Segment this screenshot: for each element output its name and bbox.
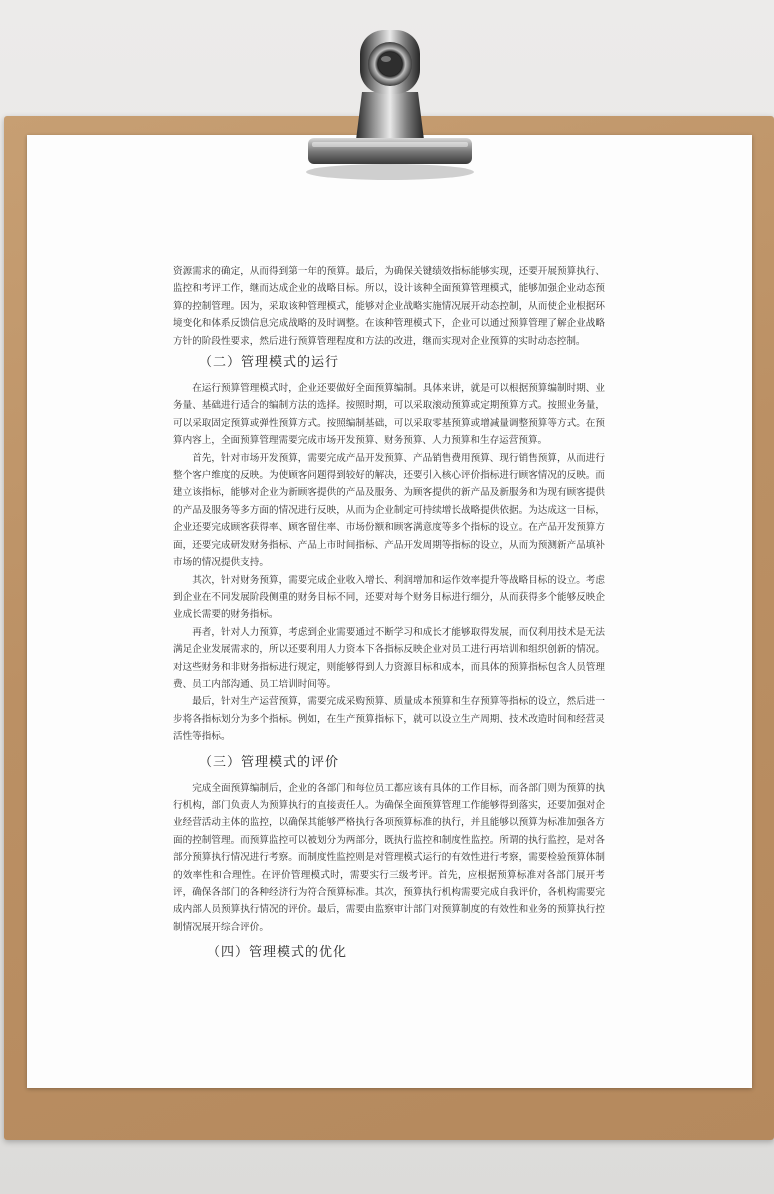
body-paragraph: 再者，针对人力预算，考虑到企业需要通过不断学习和成长才能够取得发展，而仅利用技术是无法满足企业发展需求的，所以还要利用人力资本下各指标反映企业对员工进行再培训和组织创新的情况。对这些财务和非财务指标进行规定，则能够得到人力资源目标和成本，而具体的预算指标包含人员管理费、员工内部沟通、员工培训时间等。 [173, 626, 605, 690]
section-heading-optimization: （四）管理模式的优化 [207, 945, 348, 961]
section-heading-operation: （二）管理模式的运行 [199, 355, 340, 371]
intro-paragraph: 资源需求的确定，从而得到第一年的预算。最后，为确保关键绩效指标能够实现，还要开展预算执行、监控和考评工作，继而达成企业的战略目标。所以，设计该种全面预算管理模式，能够加强企业动态预算的控制管理。因为，采取该种管理模式，能够对企业战略实施情况展开动态控制，从而使企业根据环境变化和体系反馈信息完成战略的及时调整。在该种管理模式下，企业可以通过预算管理了解企业战略方针的阶段性要求，然后进行预算管理程度和方法的改进，继而实现对企业预算的实时动态控制。 [173, 266, 605, 347]
body-paragraph: 完成全面预算编制后，企业的各部门和每位员工都应该有具体的工作目标，而各部门则为预算的执行机构，部门负责人为预算执行的直接责任人。为确保全面预算管理工作能够得到落实，还要加强对企业经营活动主体的监控，以确保其能够严格执行各项预算标准的执行，并且能够以预算为标准加强各方面的控制管理。而预算监控可以被划分为两部分，既执行监控和制度性监控。所谓的执行监控，是对各部分预算执行情况进行考察。而制度性监控则是对管理模式运行的有效性进行考察，需要检验预算体制的效率性和合理性。在评价管理模式时，需要实行三级考评。首先，应根据预算标准对各部门展开考评，确保各部门的各种经济行为符合预算标准。其次，预算执行机构需要完成自我评价，各机构需要完成内部人员预算执行情况的评价。最后，需要由监察审计部门对预算制度的有效性和业务的预算执行控制情况展开综合评价。 [173, 782, 605, 933]
body-paragraph: 首先，针对市场开发预算，需要完成产品开发预算、产品销售费用预算、现行销售预算，从而进行整个客户维度的反映。为使顾客问题得到较好的解决，还要引入核心评价指标进行顾客情况的反映。而建立该指标，能够对企业为新顾客提供的产品及服务、为顾客提供的新产品及新服务和为现有顾客提供的产品及服务等多方面的情况进行反映，从而为企业制定可持续增长战略提供依据。为达成这一目标，企业还要完成顾客获得率、顾客留住率、市场份额和顾客满意度等多个指标的设立。在产品开发预算方面，还要完成研发财务指标、产品上市时间指标、产品开发周期等指标的设立，从而为预测新产品填补市场的情况提供支持。 [173, 452, 605, 569]
document-page [27, 135, 752, 1088]
body-paragraph: 在运行预算管理模式时，企业还要做好全面预算编制。具体来讲，就是可以根据预算编制时期、业务量、基础进行适合的编制方法的选择。按照时期，可以采取滚动预算或定期预算方式。按照业务量，可以采取固定预算或弹性预算方式。按照编制基础，可以采取零基预算或增减量调整预算等方式。在预算内容上，全面预算管理需要完成市场开发预算、财务预算、人力预算和生存运营预算。 [173, 383, 605, 447]
document-body [173, 263, 605, 970]
section-heading-evaluation: （三）管理模式的评价 [199, 754, 340, 770]
binder-clip-icon [300, 22, 480, 182]
body-paragraph: 其次，针对财务预算，需要完成企业收入增长、利润增加和运作效率提升等战略目标的设立。考虑到企业在不同发展阶段侧重的财务目标不同，还要对每个财务目标进行细分，从而获得多个能够反映企业成长需要的财务指标。 [173, 574, 605, 621]
body-paragraph: 最后，针对生产运营预算，需要完成采购预算、质量成本预算和生存预算等指标的设立，然后进一步将各指标划分为多个指标。例如，在生产预算指标下，就可以设立生产周期、技术改造时间和经营灵活性等指标。 [173, 696, 605, 743]
